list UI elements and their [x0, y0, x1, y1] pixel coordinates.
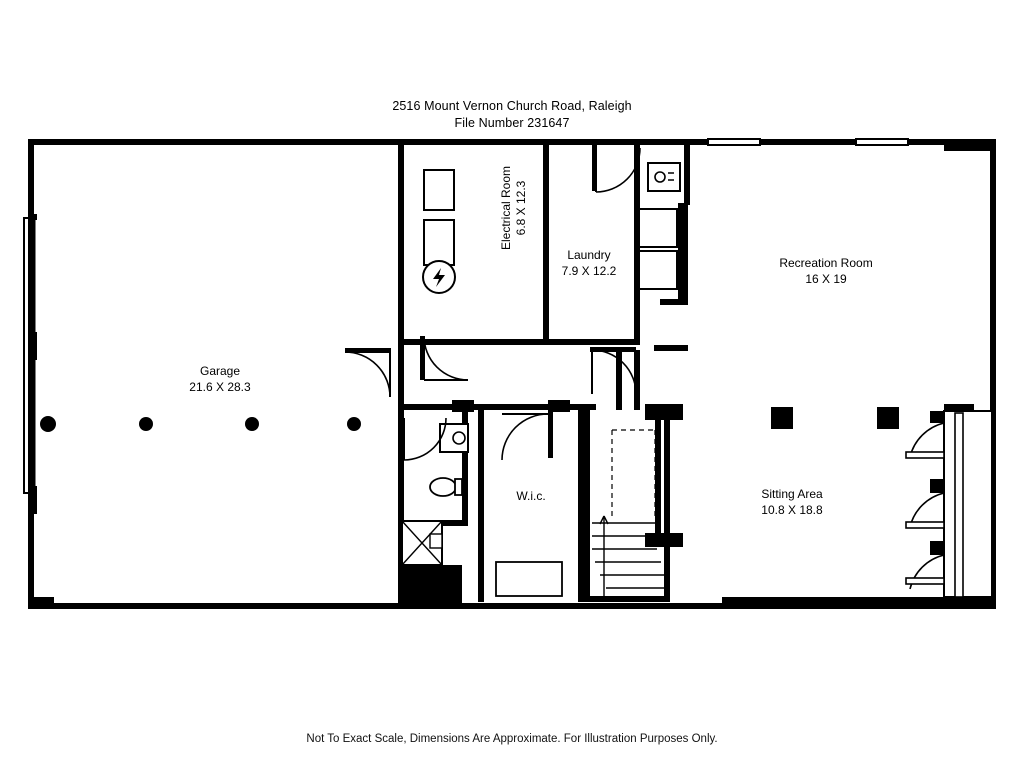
file-number: File Number 231647: [454, 116, 570, 130]
room-label-wic: W.i.c.: [516, 489, 546, 503]
room-label-laundry: Laundry 7.9 X 12.2: [561, 248, 617, 278]
room-label-recreation-room: Recreation Room 16 X 19: [779, 256, 873, 286]
property-address: 2516 Mount Vernon Church Road, Raleigh: [392, 99, 632, 113]
room-label-electrical-room: Electrical Room 6.8 X 12.3: [499, 165, 528, 251]
room-label-garage: Garage 21.6 X 28.3: [189, 364, 251, 394]
room-label-sitting-area: Sitting Area 10.8 X 18.8: [761, 487, 823, 517]
disclaimer-text: Not To Exact Scale, Dimensions Are Approximate. For Illustration Purposes Only.: [306, 733, 718, 745]
